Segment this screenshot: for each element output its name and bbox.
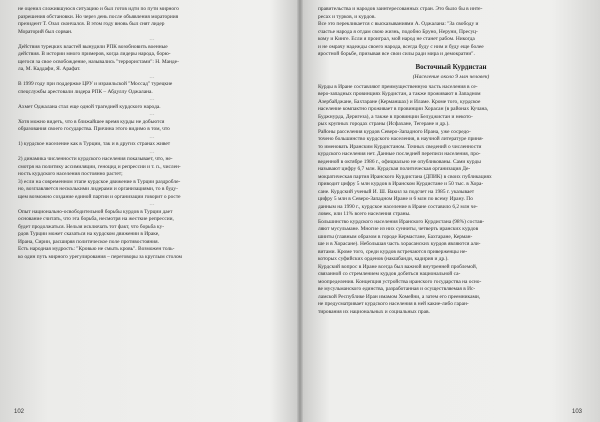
text-line: данным на 1990 г., курдское население в Иране составило 6,2 млн че- [318, 203, 478, 210]
text-line: курдского населения нет. Данные последней переписи населения, про- [318, 151, 481, 157]
text-line: щегося за свое освобождение, назывались "террористами": Н. Манде- [18, 58, 179, 65]
text-line: 2) динамика численности курдского населения показывает, что, не- [18, 156, 173, 162]
text-line: … [149, 96, 157, 102]
text-line: ве мусульманского единства, разработанная и осуществляемая в Ис- [318, 286, 476, 292]
text-line: точено большинство курдского населения, в научной литературе приня- [318, 136, 484, 142]
text-line: спецслужбы арестовали лидера РПК – Абдуллу Оджалана. [18, 88, 153, 95]
text-line: население компактно проживает в провинции Хорасан (в районах Кучана, [318, 106, 489, 112]
text-line: президент Т. Озал скончался. В этом году вновь был снят лидер [18, 21, 165, 27]
text-line: Буджнурда, Деригеза), а также в провинции Белуджистан и некото- [318, 113, 473, 120]
text-line: приводит цифру 5 млн курдов в Иранском Курдистане и 50 тыс. в Хора- [318, 181, 484, 187]
text-line: шииты (главным образом в городе Кермастане, Бахтаране, Керман- [318, 233, 473, 240]
text-line: разрешения обстановки. Но через день после объявления мораториия [18, 13, 179, 20]
text-line: 3) если на современном этапе курдское движение в Турции раздробле- [18, 178, 181, 185]
page-number-left: 102 [14, 409, 25, 415]
text-line: моопределения. Концепция устройства иранского государства на осно- [318, 278, 482, 285]
text-line: Ахмет Оджалана стал еще одной трагедией курдского народа. [18, 103, 161, 110]
text-line: 1) курдское население как в Турции, так и в других странах живет [18, 141, 171, 147]
text-line: то именовать Иранским Курдистаном. Точных сведений о численности [318, 143, 482, 150]
text-line: основание считать, что эта борьба, несмотря на жесткие репрессии, [18, 216, 174, 222]
text-line: действия. В истории много примеров, когда лидеры народа, борю- [18, 51, 171, 57]
text-line: ность курдского населения постоянно растет; [18, 171, 123, 177]
text-line: Действия турецких властей вынудили РПК возобновить военные [18, 43, 168, 50]
section-heading: Восточный Курдистан [415, 62, 487, 71]
text-line: которых суфийских орденов (накшбанди, кадирия и др.). [318, 256, 449, 262]
text-line: смотря на политику ассимиляции, геноцид и репрессии и т. п., числен- [18, 163, 181, 170]
text-line: Опыт национально-освободительной борьбы курдов в Турции дает [18, 208, 173, 215]
text-line: … [149, 73, 157, 80]
text-line: Мораторий был сорван. [18, 28, 73, 35]
text-line: не оценил сложившуюся ситуацию и был готов идти по пути мирного [18, 6, 179, 12]
text-line: веро-западных провинциях Курдистан, а также проживают в Западном [318, 91, 481, 97]
text-line: Большинство курдского населения Иранского Курдистана (98%) состав- [318, 218, 485, 225]
right-page [310, 6, 592, 406]
text-line: Азербайджане, Бахтаране (Керманшах) и Иламе. Кроме того, курдское [318, 98, 481, 105]
text-line: ляют мусульмане. Многие из них сунниты, четверть иранских курдов [318, 226, 479, 232]
page-number-right: 103 [572, 409, 583, 415]
text-line: правительства и народов заинтересованных стран. Это было бы в инте- [318, 6, 483, 12]
book-gutter [297, 0, 303, 422]
text-line: тирования их национальных и социальных прав. [318, 308, 430, 315]
text-line: Есть народная мудрость: "Кровью не смыть кровь". Возможен толь- [18, 246, 175, 252]
text-line: щем возможно создание единой партии и организации говорит о росте [18, 193, 181, 200]
left-page [10, 6, 288, 406]
text-line: сане. Курдский ученый И. Ш. Вакил за подсчет на 1985 г. указывает [318, 188, 475, 195]
text-line: Хотя можно видеть, что в ближайшее время курды не добьются [18, 118, 165, 125]
text-line: ресах и турков, и курдов. [318, 13, 376, 20]
text-line: цифру 5 млн в Северо-Западном Иране и 6 млн по всему Ирану. По [318, 196, 473, 202]
right-page-text-top [310, 6, 592, 59]
text-line: ше и в Хорасане). Небольшая часть хорасанских курдов являются али- [318, 241, 481, 247]
text-line: ко один путь мирного урегулирования – переговоры за круглым столом [18, 253, 182, 260]
text-line: … [149, 201, 157, 207]
text-line: Все это перекликается с высказываниями А. Оджалана: "За свободу и [318, 21, 479, 27]
text-line: витами. Кроме того, среди курдов встречаются приверженцы не- [318, 248, 468, 255]
section-subheading: (Население около 9 млн человек) [412, 73, 490, 80]
text-line: рдов Турции может сказаться на курдском движении в Ираке, [18, 231, 160, 237]
text-line: и не омрачу надежды своего народа, всегда буду с ним и буду еще более [318, 43, 484, 50]
text-line: … [149, 111, 157, 117]
text-line: рых крупных городах страны (Исфахане, Тегеране и др.). [318, 121, 450, 127]
text-line: яростной борьбе, призывая все свои силы ради мира и демократии". [318, 51, 475, 57]
text-line: будет продолжаться. Нельзя исключать тот факт, что борьба ку- [18, 223, 165, 230]
text-line: кому и Кинге. Если я проиграл, мой народ не станет рабом. Никогда [318, 36, 475, 42]
text-line: но, возглавляется несколькими лидерами и организациями, то в буду- [18, 186, 178, 192]
text-line: ламской Республике Иран имамом Хомейни, а затем его преемниками, [318, 293, 481, 300]
text-line: не предусматривает курдского населения в ней какие-либо гаран- [318, 301, 469, 307]
text-line: счастье народа я отдам свою жизнь, подобно Бруно, Неруни, Пресуц- [318, 28, 478, 35]
left-page-text [10, 6, 288, 261]
text-line: … [149, 36, 157, 42]
text-line: образования своего государства. Причина этого видимо в том, что [18, 126, 170, 132]
right-page-text-bottom [310, 84, 592, 317]
text-line: Курды в Иране составляют преимущественную часть населения в се- [318, 83, 478, 90]
text-line: … [149, 148, 157, 155]
text-line: Ирана, Сирии, расширяя политическое поле противостояния. [18, 238, 159, 245]
text-line: Курдский вопрос в Иране всегда был важной внутренней проблемой, [318, 263, 478, 270]
text-line: мократическая партия Иранского Курдистана (ДПИК) в своих публикациях [318, 173, 492, 180]
text-line: веденной в октябре 1986 г., официально не опубликованы. Сами курды [318, 158, 481, 165]
text-line: связанной со стремлением курдов добиться национальной са- [318, 271, 461, 277]
text-line: Районы расселения курдов Северо-Западного Ирана, уже сосредо- [318, 128, 471, 135]
text-line: В 1999 году при поддержке ЦРУ и израильской "Моссад" турецкие [18, 81, 173, 87]
text-line: называют цифру 6,7 млн. Курдская политическая организация Де- [318, 166, 471, 172]
text-line: ловек, или 11% всего населения страны. [318, 211, 411, 217]
text-line: … [149, 133, 157, 140]
text-line: ла, М. Каддафи, Я. Арафат. [18, 66, 81, 72]
